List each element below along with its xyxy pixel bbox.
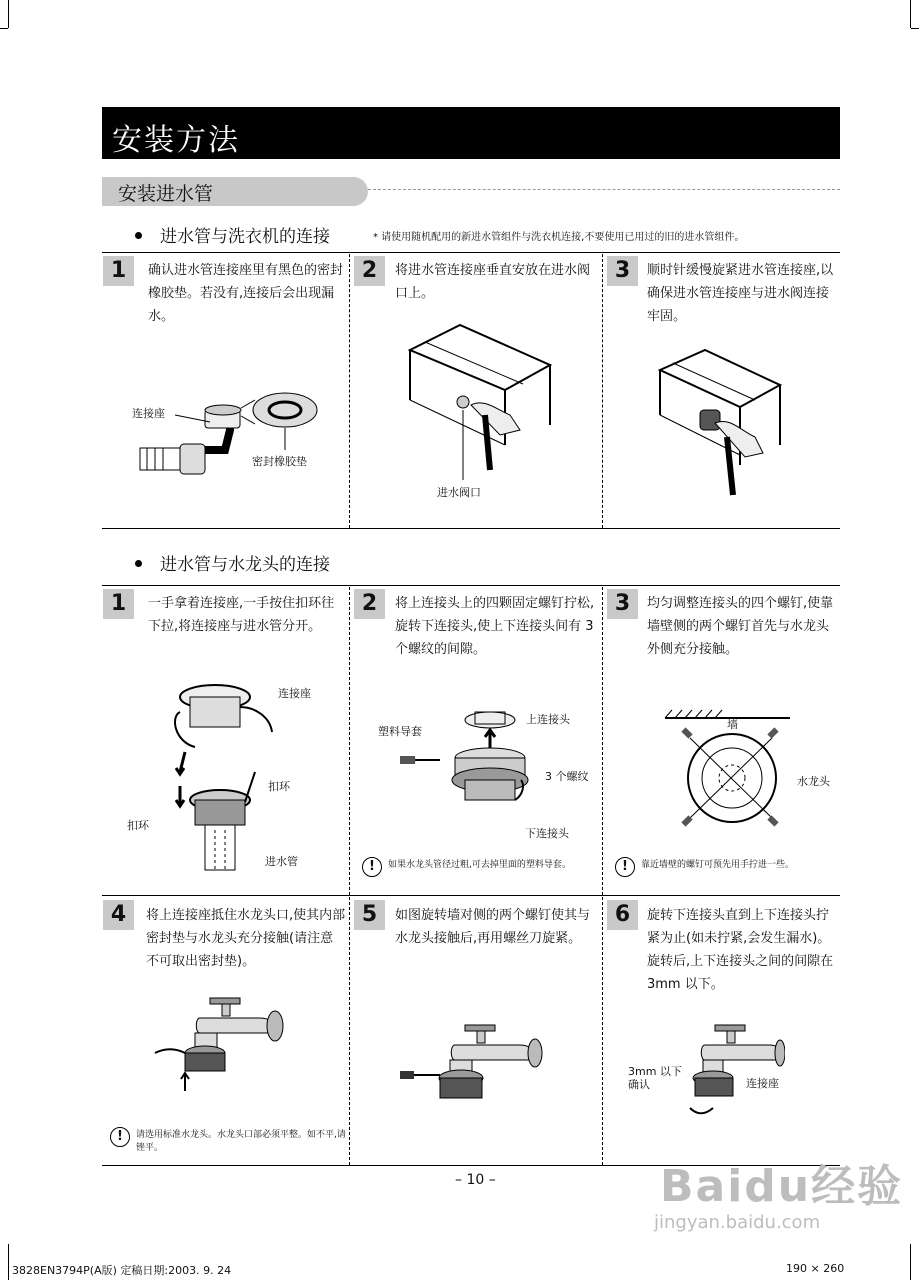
label-ring: 扣环 [127, 819, 149, 832]
step-text: 将进水管连接座垂直安放在进水阀口上。 [395, 263, 591, 301]
divider [102, 528, 840, 529]
label-gasket: 密封橡胶垫 [252, 455, 307, 468]
gap-check-illustration [685, 1020, 785, 1120]
part2-heading: 进水管与水龙头的连接 [135, 550, 330, 575]
warning-note: ! 如果水龙头管径过粗,可去掉里面的塑料导套。 [362, 857, 602, 887]
crop-mark [8, 0, 9, 28]
label-seat: 连接座 [278, 687, 311, 700]
divider [349, 587, 350, 1165]
divider [602, 254, 603, 528]
step-text: 一手拿着连接座,一手按住扣环往下拉,将连接座与进水管分开。 [148, 596, 335, 634]
warning-icon: ! [110, 1127, 130, 1147]
divider [102, 252, 840, 253]
step-text: 如图旋转墙对侧的两个螺钉使其与水龙头接触后,再用螺丝刀旋紧。 [395, 908, 591, 946]
crop-mark [910, 0, 911, 28]
footer-size: 190 × 260 [786, 1262, 845, 1275]
connector-parts-illustration [395, 700, 545, 820]
step-number: 2 [354, 256, 385, 286]
step-text: 将上连接头上的四颗固定螺钉拧松,旋转下连接头,使上下连接头间有 3 个螺纹的间隙。 [395, 596, 595, 657]
step-text: 将上连接座抵住水龙头口,使其内部密封垫与水龙头充分接触(请注意不可取出密封垫)。 [146, 908, 346, 969]
warning-note: ! 靠近墙壁的螺钉可预先用手拧进一些。 [615, 857, 840, 887]
divider [602, 587, 603, 1165]
bullet-icon [135, 232, 142, 239]
section-title: 安装进水管 [118, 183, 214, 205]
crop-mark [0, 28, 8, 29]
washer-valve-illustration [405, 320, 555, 490]
crop-mark [910, 1244, 911, 1280]
label-sleeve: 塑料导套 [378, 725, 422, 738]
label-seat: 连接座 [132, 407, 165, 420]
footer-code: 3828EN3794P(A版) 定稿日期:2003. 9. 24 [12, 1264, 232, 1277]
page-number: – 10 – [455, 1172, 496, 1188]
watermark-url: jingyan.baidu.com [654, 1212, 821, 1233]
label-valve: 进水阀口 [437, 486, 481, 499]
hose-seat-illustration [135, 380, 335, 490]
step-text: 顺时针缓慢旋紧进水管连接座,以确保进水管连接座与进水阀连接牢固。 [647, 263, 834, 324]
section-title-bar [102, 177, 368, 206]
separate-seat-illustration [160, 672, 275, 872]
label-faucet: 水龙头 [797, 775, 830, 788]
step-text: 确认进水管连接座里有黑色的密封橡胶垫。若没有,连接后会出现漏水。 [148, 263, 344, 324]
page-title: 安装方法 [112, 123, 240, 158]
part1-heading: 进水管与洗衣机的连接 [135, 222, 330, 247]
label-wall: 墙 [727, 718, 738, 731]
label-threads: 3 个螺纹 [545, 770, 589, 783]
label-seat: 连接座 [746, 1077, 779, 1090]
step-number: 5 [354, 900, 385, 930]
step-text: 旋转下连接头直到上下连接头拧紧为止(如未拧紧,会发生漏水)。旋转后,上下连接头之间的间隙在 3mm 以下。 [647, 908, 834, 992]
faucet-attach-illustration [150, 993, 290, 1093]
step-number: 6 [607, 900, 638, 930]
watermark-logo: Baidu经验 [660, 1161, 904, 1212]
crop-mark [911, 28, 919, 29]
divider [102, 585, 840, 586]
part1-note: * 请使用随机配用的新进水管组件与洗衣机连接,不要使用已用过的旧的进水管组件。 [373, 232, 745, 243]
warning-icon: ! [615, 857, 635, 877]
step-number: 2 [354, 589, 385, 619]
label-hose: 进水管 [265, 855, 298, 868]
step-number: 4 [103, 900, 134, 930]
screwdriver-tighten-illustration [395, 1020, 545, 1110]
step-number: 1 [103, 256, 134, 286]
divider [349, 254, 350, 528]
warning-icon: ! [362, 857, 382, 877]
crop-mark [8, 1244, 9, 1280]
section-divider [368, 189, 840, 190]
step-number: 1 [103, 589, 134, 619]
label-gap: 3mm 以下 确认 [628, 1065, 682, 1091]
bullet-icon [135, 560, 142, 567]
step-text: 均匀调整连接头的四个螺钉,使靠墙壁侧的两个螺钉首先与水龙头外侧充分接触。 [647, 596, 834, 657]
label-lower: 下连接头 [525, 827, 569, 840]
warning-note: ! 请选用标准水龙头。水龙头口部必须平整。如不平,请锉平。 [110, 1127, 346, 1157]
divider [102, 895, 840, 896]
label-upper: 上连接头 [526, 713, 570, 726]
label-ring: 扣环 [268, 780, 290, 793]
tighten-seat-illustration [655, 345, 785, 505]
page-title-bar [102, 107, 840, 159]
step-number: 3 [607, 589, 638, 619]
step-number: 3 [607, 256, 638, 286]
